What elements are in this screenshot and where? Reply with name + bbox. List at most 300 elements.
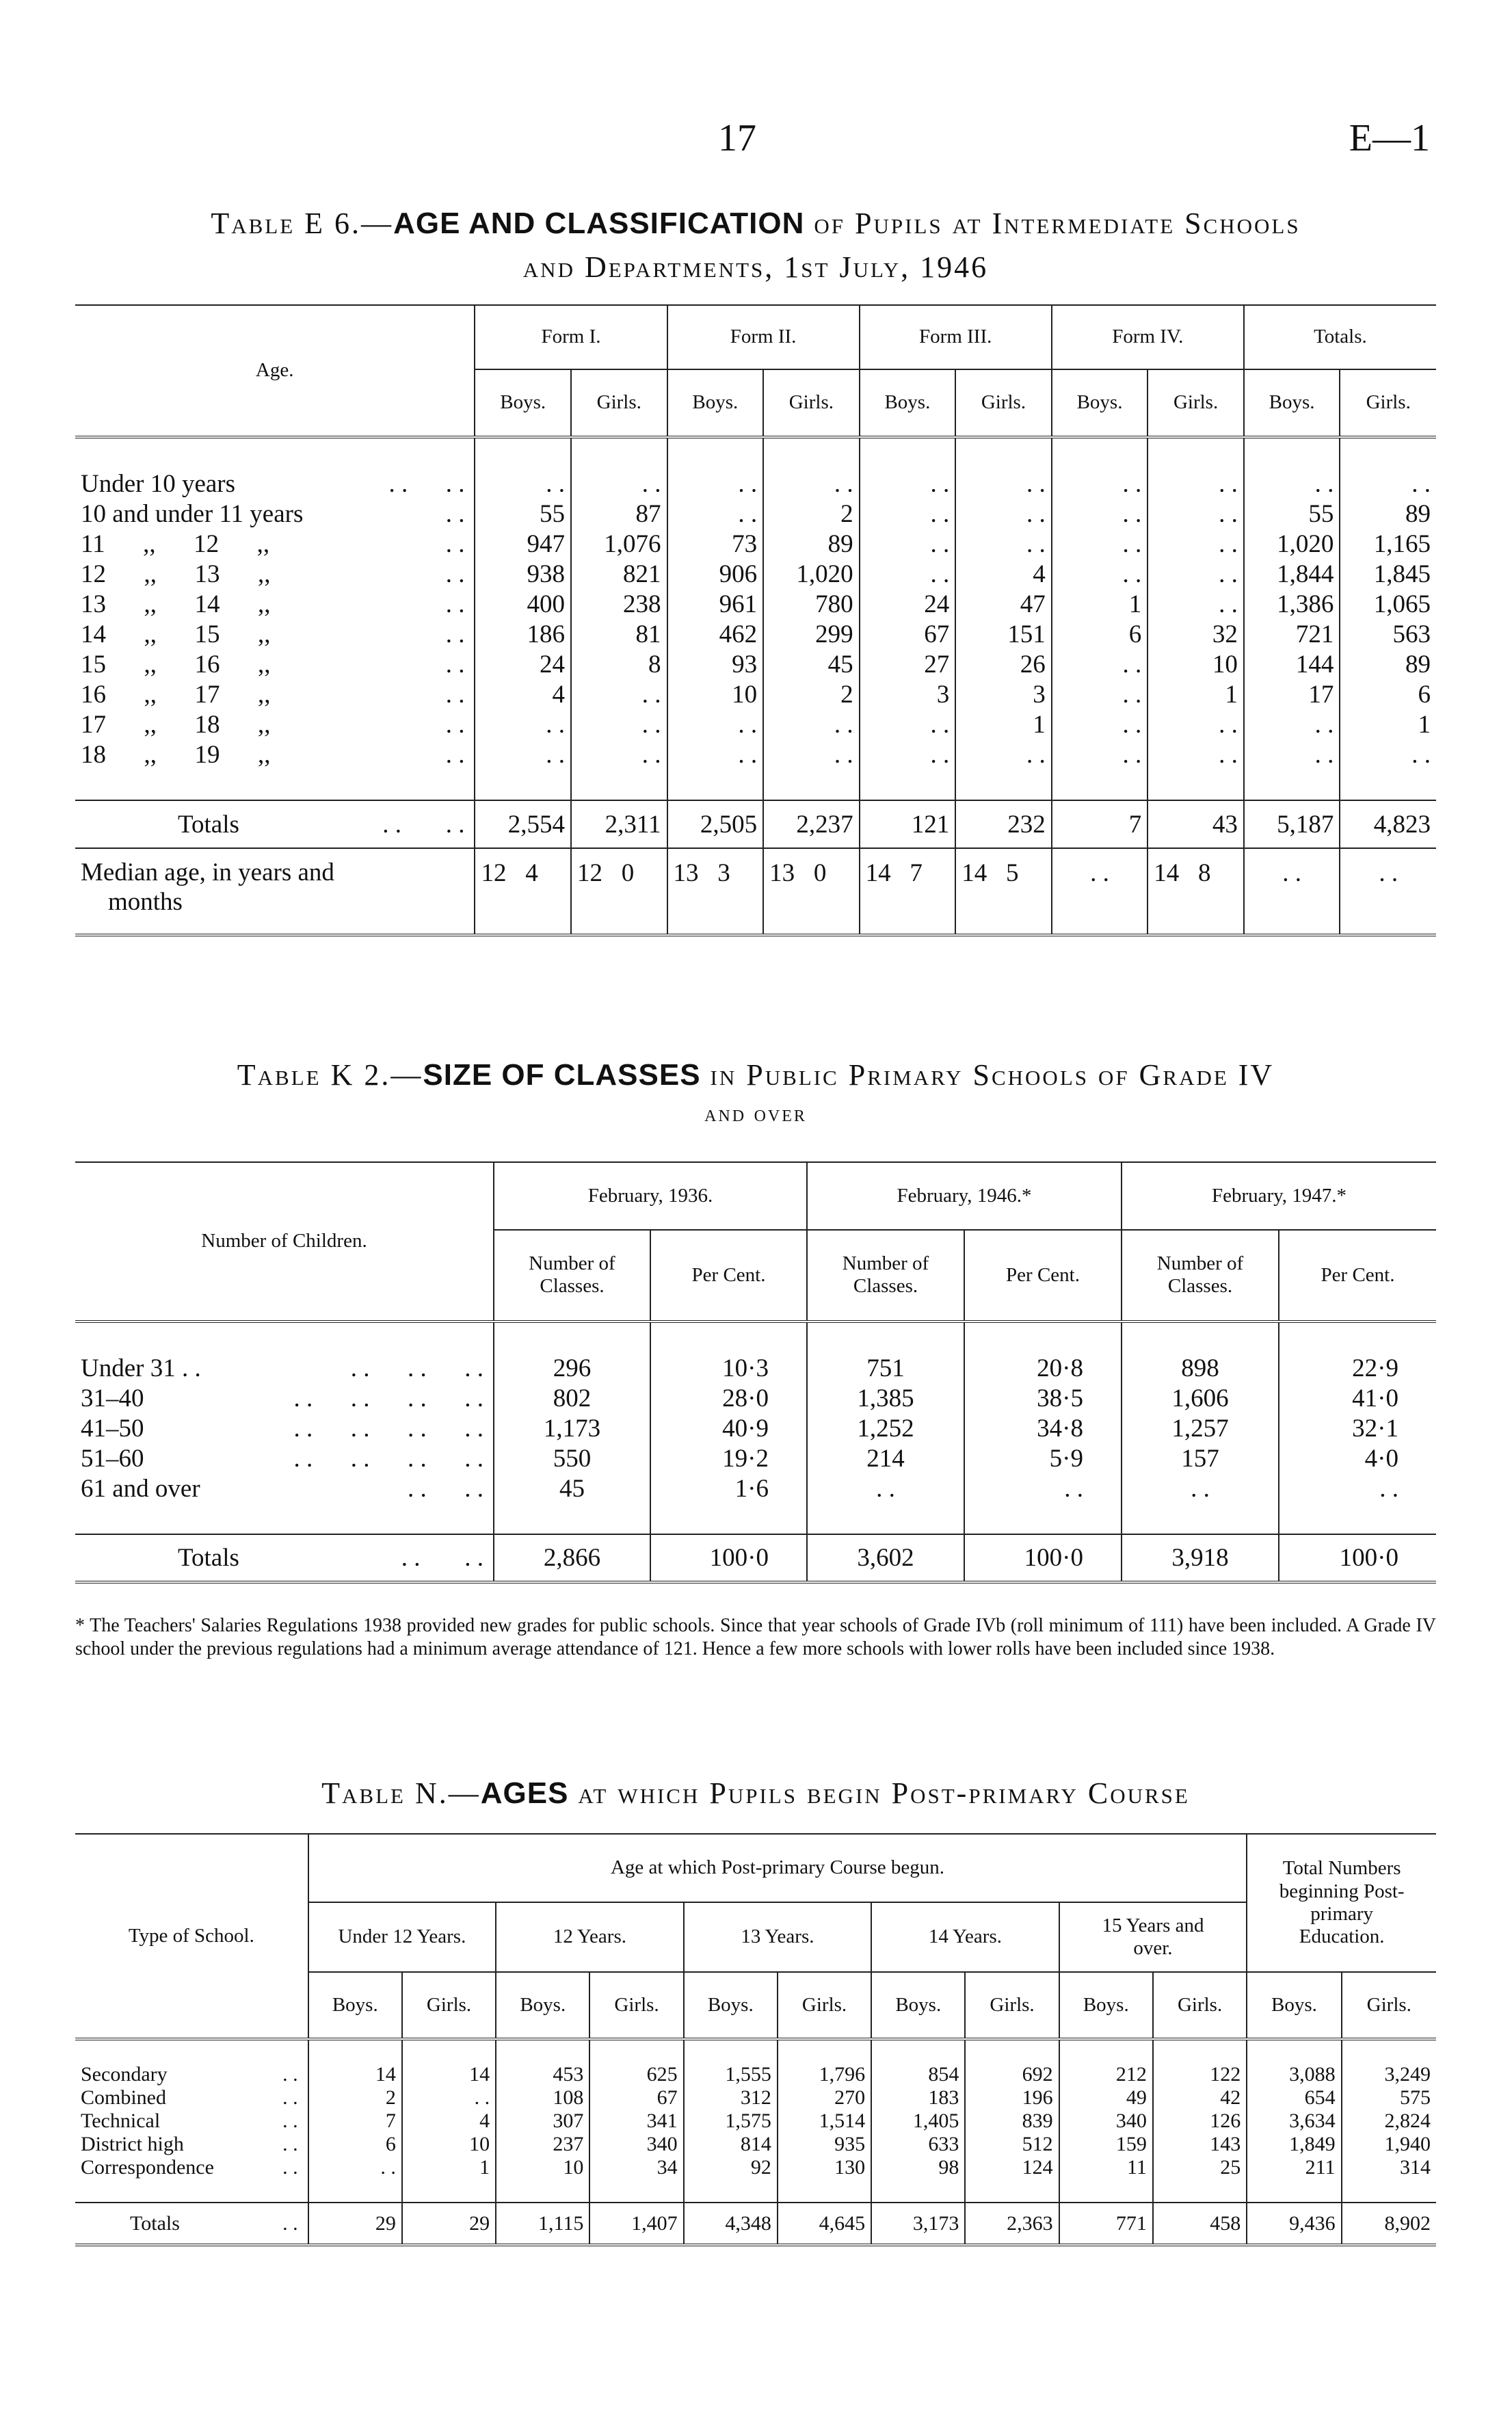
row-label-text: 11 ,, 12 ,, — [81, 529, 270, 558]
data-cell: 4 — [955, 559, 1052, 589]
median-cell: 12 4 — [475, 848, 571, 935]
data-cell: . . — [667, 469, 764, 499]
data-cell: . . — [955, 469, 1052, 499]
data-cell: 2 — [308, 2086, 402, 2110]
leader-dots: . . — [445, 710, 465, 739]
page-header — [0, 116, 1512, 164]
data-cell: 183 — [871, 2086, 965, 2110]
col-girls: Girls. — [1340, 369, 1436, 437]
data-cell: 1,257 — [1122, 1413, 1279, 1443]
data-cell: 341 — [589, 2110, 683, 2133]
data-cell: 49 — [1059, 2086, 1153, 2110]
data-cell: . . — [807, 1473, 964, 1503]
data-cell: . . — [1148, 469, 1244, 499]
total-header: Total Numbers beginning Post-primary Education. — [1247, 1834, 1436, 1972]
group-header: Form II. — [667, 305, 860, 369]
row-label — [75, 2133, 308, 2156]
row-label — [75, 1443, 494, 1473]
data-cell: 1,555 — [684, 2063, 778, 2086]
data-cell: . . — [955, 529, 1052, 559]
row-label-text: 14 ,, 15 ,, — [81, 620, 271, 648]
data-cell: . . — [763, 709, 860, 739]
data-cell: 575 — [1342, 2086, 1436, 2110]
data-cell: 1,844 — [1244, 559, 1340, 589]
data-cell: 6 — [1052, 619, 1148, 649]
row-label-text: Technical — [81, 2110, 161, 2132]
col-girls: Girls. — [955, 369, 1052, 437]
data-cell: 1 — [955, 709, 1052, 739]
totals-row — [75, 800, 1436, 848]
row-label-text: months — [108, 887, 183, 916]
total-cell: 100·0 — [650, 1534, 807, 1582]
col-girls: Girls. — [763, 369, 860, 437]
data-cell: 5·9 — [964, 1443, 1122, 1473]
data-cell: 839 — [965, 2110, 1059, 2133]
data-cell: . . — [1279, 1473, 1436, 1503]
data-cell: 19·2 — [650, 1443, 807, 1473]
col-boys: Boys. — [1247, 1972, 1341, 2039]
data-cell: . . — [1148, 709, 1244, 739]
data-cell: 3,634 — [1247, 2110, 1341, 2133]
data-cell: 41·0 — [1279, 1383, 1436, 1413]
data-cell: 1,575 — [684, 2110, 778, 2133]
data-cell: . . — [571, 469, 667, 499]
col-boys: Boys. — [871, 1972, 965, 2039]
table-row — [75, 1413, 1436, 1443]
leader-dots: . . . . . . . . — [293, 1414, 483, 1443]
leader-dots: . . — [445, 740, 465, 769]
table-e6-body — [75, 469, 1436, 935]
data-cell: 4 — [402, 2110, 496, 2133]
data-cell: 67 — [860, 619, 956, 649]
table-k2 — [75, 1161, 1436, 1583]
row-label-text: 51–60 — [81, 1444, 144, 1473]
row-label-text: 18 ,, 19 ,, — [81, 740, 271, 769]
data-cell: 1,514 — [778, 2110, 871, 2133]
data-cell: 211 — [1247, 2156, 1341, 2179]
data-cell: 108 — [496, 2086, 589, 2110]
row-label — [75, 619, 475, 649]
table-n-title: Table N.—AGES at which Pupils begin Post-primary Course — [321, 1776, 1190, 1810]
median-cell: 13 3 — [667, 848, 764, 935]
table-row — [75, 2086, 1436, 2110]
total-cell: 458 — [1153, 2203, 1247, 2245]
median-cell: 12 0 — [571, 848, 667, 935]
children-header: Number of Children. — [75, 1162, 494, 1322]
data-cell: . . — [475, 709, 571, 739]
data-cell: . . — [1244, 739, 1340, 770]
group-header: Under 12 Years. — [308, 1902, 496, 1972]
row-label — [75, 2086, 308, 2110]
data-cell: 124 — [965, 2156, 1059, 2179]
data-cell: 1,845 — [1340, 559, 1436, 589]
data-cell: . . — [1052, 649, 1148, 679]
col-percent: Per Cent. — [1279, 1230, 1436, 1322]
col-girls: Girls. — [778, 1972, 871, 2039]
leader-dots: . . . . — [401, 1544, 483, 1572]
data-cell: 961 — [667, 589, 764, 619]
data-cell: 1,065 — [1340, 589, 1436, 619]
median-cell: . . — [1244, 848, 1340, 935]
group-header: Form III. — [860, 305, 1052, 369]
data-cell: . . — [1122, 1473, 1279, 1503]
data-cell: . . — [955, 739, 1052, 770]
data-cell: 10·3 — [650, 1353, 807, 1383]
data-cell: 45 — [494, 1473, 650, 1503]
data-cell: 270 — [778, 2086, 871, 2110]
leader-dots: . . . . . . . . — [293, 1384, 483, 1412]
data-cell: 24 — [860, 589, 956, 619]
data-cell: 122 — [1153, 2063, 1247, 2086]
data-cell: 296 — [494, 1353, 650, 1383]
total-cell: 43 — [1148, 800, 1244, 848]
col-boys: Boys. — [684, 1972, 778, 2039]
data-cell: 14 — [308, 2063, 402, 2086]
data-cell: 6 — [308, 2133, 402, 2156]
data-cell: 692 — [965, 2063, 1059, 2086]
leader-dots: . . . . . . — [350, 1354, 483, 1382]
median-cell: 13 0 — [763, 848, 860, 935]
table-row — [75, 1443, 1436, 1473]
data-cell: 38·5 — [964, 1383, 1122, 1413]
data-cell: 898 — [1122, 1353, 1279, 1383]
data-cell: 1,076 — [571, 529, 667, 559]
total-cell: 2,237 — [763, 800, 860, 848]
table-row — [75, 2133, 1436, 2156]
data-cell: 1·6 — [650, 1473, 807, 1503]
row-label-text: 16 ,, 17 ,, — [81, 680, 271, 709]
data-cell: . . — [860, 529, 956, 559]
col-boys: Boys. — [1059, 1972, 1153, 2039]
median-cell: . . — [1052, 848, 1148, 935]
table-row — [75, 649, 1436, 679]
total-cell: 2,311 — [571, 800, 667, 848]
row-label — [75, 1534, 494, 1582]
table-e6-title: Table E 6.—AGE AND CLASSIFICATION of Pupils at Intermediate Schools and Departments, 1st July, 1946 — [211, 207, 1301, 284]
row-label — [75, 1353, 494, 1383]
median-cell: 14 7 — [860, 848, 956, 935]
row-label-text: 17 ,, 18 ,, — [81, 710, 271, 739]
row-label — [75, 559, 475, 589]
age-group-header: Age at which Post-primary Course begun. — [308, 1834, 1247, 1902]
total-cell: 29 — [308, 2203, 402, 2245]
row-label — [75, 739, 475, 770]
data-cell: 45 — [763, 649, 860, 679]
row-label — [75, 1413, 494, 1443]
data-cell: 1,386 — [1244, 589, 1340, 619]
median-cell: 14 8 — [1148, 848, 1244, 935]
data-cell: 73 — [667, 529, 764, 559]
col-classes: Number of Classes. — [494, 1230, 650, 1322]
group-header: Form IV. — [1052, 305, 1244, 369]
data-cell: . . — [1052, 559, 1148, 589]
total-cell: 3,602 — [807, 1534, 964, 1582]
data-cell: 196 — [965, 2086, 1059, 2110]
data-cell: 314 — [1342, 2156, 1436, 2179]
col-boys: Boys. — [475, 369, 571, 437]
data-cell: 237 — [496, 2133, 589, 2156]
data-cell: 512 — [965, 2133, 1059, 2156]
data-cell: 1,252 — [807, 1413, 964, 1443]
row-label-text: Totals — [178, 810, 239, 839]
col-boys: Boys. — [1052, 369, 1148, 437]
data-cell: 1,020 — [1244, 529, 1340, 559]
data-cell: . . — [1052, 709, 1148, 739]
col-boys: Boys. — [496, 1972, 589, 2039]
group-header: 14 Years. — [871, 1902, 1059, 1972]
data-cell: 2,824 — [1342, 2110, 1436, 2133]
row-label-text: District high — [81, 2133, 184, 2155]
total-cell: 1,407 — [589, 2203, 683, 2245]
data-cell: 312 — [684, 2086, 778, 2110]
leader-dots: . . — [282, 2110, 298, 2132]
data-cell: . . — [1148, 529, 1244, 559]
total-cell: 100·0 — [1279, 1534, 1436, 1582]
data-cell: 453 — [496, 2063, 589, 2086]
row-label — [75, 709, 475, 739]
data-cell: 299 — [763, 619, 860, 649]
data-cell: 1 — [1052, 589, 1148, 619]
total-cell: 1,115 — [496, 2203, 589, 2245]
type-header: Type of School. — [75, 1834, 308, 2039]
data-cell: . . — [475, 739, 571, 770]
data-cell: 143 — [1153, 2133, 1247, 2156]
data-cell: 81 — [571, 619, 667, 649]
data-cell: . . — [860, 499, 956, 529]
col-girls: Girls. — [402, 1972, 496, 2039]
data-cell: 625 — [589, 2063, 683, 2086]
total-cell: 4,823 — [1340, 800, 1436, 848]
data-cell: 89 — [763, 529, 860, 559]
leader-dots: . . . . — [382, 810, 465, 839]
leader-dots: . . . . — [388, 469, 465, 498]
data-cell: . . — [1148, 739, 1244, 770]
leader-dots: . . — [445, 680, 465, 709]
row-label-text: Totals — [178, 1544, 239, 1572]
data-cell: 34·8 — [964, 1413, 1122, 1443]
data-cell: 7 — [308, 2110, 402, 2133]
data-cell: . . — [763, 739, 860, 770]
data-cell: . . — [1340, 739, 1436, 770]
row-label — [75, 2063, 308, 2086]
data-cell: 654 — [1247, 2086, 1341, 2110]
data-cell: 563 — [1340, 619, 1436, 649]
data-cell: 151 — [955, 619, 1052, 649]
data-cell: 1,405 — [871, 2110, 965, 2133]
data-cell: 935 — [778, 2133, 871, 2156]
data-cell: 721 — [1244, 619, 1340, 649]
row-label-text: 12 ,, 13 ,, — [81, 560, 271, 588]
table-n — [75, 1833, 1436, 2246]
table-row — [75, 589, 1436, 619]
data-cell: . . — [667, 739, 764, 770]
col-girls: Girls. — [1148, 369, 1244, 437]
data-cell: . . — [964, 1473, 1122, 1503]
table-row — [75, 709, 1436, 739]
total-cell: 7 — [1052, 800, 1148, 848]
data-cell: 40·9 — [650, 1413, 807, 1443]
data-cell: 32 — [1148, 619, 1244, 649]
data-cell: 47 — [955, 589, 1052, 619]
data-cell: 2 — [763, 499, 860, 529]
total-cell: 100·0 — [964, 1534, 1122, 1582]
data-cell: 1,606 — [1122, 1383, 1279, 1413]
leader-dots: . . — [445, 529, 465, 558]
data-cell: 186 — [475, 619, 571, 649]
row-label-text: 13 ,, 14 ,, — [81, 590, 271, 618]
data-cell: 10 — [496, 2156, 589, 2179]
data-cell: . . — [571, 709, 667, 739]
row-label-text: Correspondence — [81, 2156, 214, 2179]
leader-dots: . . — [445, 590, 465, 618]
data-cell: . . — [402, 2086, 496, 2110]
data-cell: . . — [860, 739, 956, 770]
data-cell: . . — [1148, 589, 1244, 619]
data-cell: 947 — [475, 529, 571, 559]
col-boys: Boys. — [308, 1972, 402, 2039]
total-cell: 2,554 — [475, 800, 571, 848]
table-row — [75, 529, 1436, 559]
leader-dots: . . — [282, 2063, 298, 2086]
page-reference: E—1 — [1349, 117, 1430, 159]
data-cell: . . — [860, 709, 956, 739]
data-cell: . . — [1052, 529, 1148, 559]
row-label — [75, 800, 475, 848]
row-label — [75, 469, 475, 499]
data-cell: . . — [1148, 559, 1244, 589]
row-label — [75, 589, 475, 619]
total-cell: 4,348 — [684, 2203, 778, 2245]
data-cell: 28·0 — [650, 1383, 807, 1413]
data-cell: 854 — [871, 2063, 965, 2086]
table-row — [75, 559, 1436, 589]
page-number: 17 — [718, 117, 756, 159]
col-girls: Girls. — [1342, 1972, 1436, 2039]
row-label-text: 15 ,, 16 ,, — [81, 650, 271, 679]
col-girls: Girls. — [589, 1972, 683, 2039]
data-cell: . . — [860, 469, 956, 499]
table-row — [75, 469, 1436, 499]
row-label — [75, 499, 475, 529]
data-cell: 14 — [402, 2063, 496, 2086]
data-cell: 821 — [571, 559, 667, 589]
total-cell: 2,363 — [965, 2203, 1059, 2245]
data-cell: 10 — [667, 679, 764, 709]
col-girls: Girls. — [1153, 1972, 1247, 2039]
total-cell: 4,645 — [778, 2203, 871, 2245]
data-cell: . . — [1244, 709, 1340, 739]
col-boys: Boys. — [667, 369, 764, 437]
median-row — [75, 848, 1436, 935]
data-cell: . . — [1148, 499, 1244, 529]
data-cell: 780 — [763, 589, 860, 619]
leader-dots: . . — [445, 620, 465, 648]
row-label — [75, 649, 475, 679]
data-cell: 126 — [1153, 2110, 1247, 2133]
data-cell: . . — [308, 2156, 402, 2179]
group-header: February, 1936. — [494, 1162, 807, 1230]
row-label — [75, 1473, 494, 1503]
row-label-text: Under 31 . . — [81, 1354, 201, 1382]
total-cell: 3,918 — [1122, 1534, 1279, 1582]
data-cell: 55 — [475, 499, 571, 529]
data-cell: 238 — [571, 589, 667, 619]
data-cell: 67 — [589, 2086, 683, 2110]
data-cell: 1,940 — [1342, 2133, 1436, 2156]
col-percent: Per Cent. — [650, 1230, 807, 1322]
data-cell: 89 — [1340, 499, 1436, 529]
data-cell: 2 — [763, 679, 860, 709]
data-cell: 26 — [955, 649, 1052, 679]
table-row — [75, 2063, 1436, 2086]
group-header: Totals. — [1244, 305, 1436, 369]
data-cell: 1,849 — [1247, 2133, 1341, 2156]
data-cell: 1 — [1148, 679, 1244, 709]
data-cell: . . — [763, 469, 860, 499]
group-header: 15 Years and over. — [1059, 1902, 1247, 1972]
table-row — [75, 619, 1436, 649]
data-cell: 10 — [1148, 649, 1244, 679]
totals-row — [75, 1534, 1436, 1582]
data-cell: 8 — [571, 649, 667, 679]
data-cell: 550 — [494, 1443, 650, 1473]
table-row — [75, 739, 1436, 770]
row-label-text: 61 and over — [81, 1474, 200, 1503]
data-cell: 1 — [402, 2156, 496, 2179]
leader-dots: . . — [282, 2133, 298, 2155]
data-cell: 214 — [807, 1443, 964, 1473]
leader-dots: . . — [282, 2156, 298, 2179]
data-cell: 400 — [475, 589, 571, 619]
row-label-text: 31–40 — [81, 1384, 144, 1412]
row-label-text: 41–50 — [81, 1414, 144, 1443]
table-n-body — [75, 2063, 1436, 2245]
data-cell: . . — [571, 679, 667, 709]
total-cell: 2,866 — [494, 1534, 650, 1582]
data-cell: 4·0 — [1279, 1443, 1436, 1473]
data-cell: 42 — [1153, 2086, 1247, 2110]
row-label — [75, 679, 475, 709]
data-cell: 3 — [860, 679, 956, 709]
data-cell: . . — [955, 499, 1052, 529]
row-label — [75, 848, 475, 935]
row-label-text: 10 and under 11 years — [81, 499, 304, 528]
data-cell: 89 — [1340, 649, 1436, 679]
data-cell: 1,385 — [807, 1383, 964, 1413]
table-row — [75, 499, 1436, 529]
data-cell: 1,173 — [494, 1413, 650, 1443]
data-cell: 906 — [667, 559, 764, 589]
data-cell: 1,020 — [763, 559, 860, 589]
data-cell: . . — [667, 499, 764, 529]
data-cell: . . — [1340, 469, 1436, 499]
data-cell: 1 — [1340, 709, 1436, 739]
data-cell: 93 — [667, 649, 764, 679]
data-cell: 3 — [955, 679, 1052, 709]
table-k2-title: Table K 2.—SIZE OF CLASSES in Public Primary Schools of Grade IV and over — [237, 1058, 1275, 1127]
data-cell: 340 — [589, 2133, 683, 2156]
table-row — [75, 679, 1436, 709]
data-cell: 24 — [475, 649, 571, 679]
leader-dots: . . . . — [408, 1474, 483, 1503]
group-header: 12 Years. — [496, 1902, 684, 1972]
data-cell: . . — [1244, 469, 1340, 499]
leader-dots: . . — [445, 650, 465, 679]
data-cell: 20·8 — [964, 1353, 1122, 1383]
total-cell: 771 — [1059, 2203, 1153, 2245]
data-cell: 92 — [684, 2156, 778, 2179]
table-row — [75, 2156, 1436, 2179]
